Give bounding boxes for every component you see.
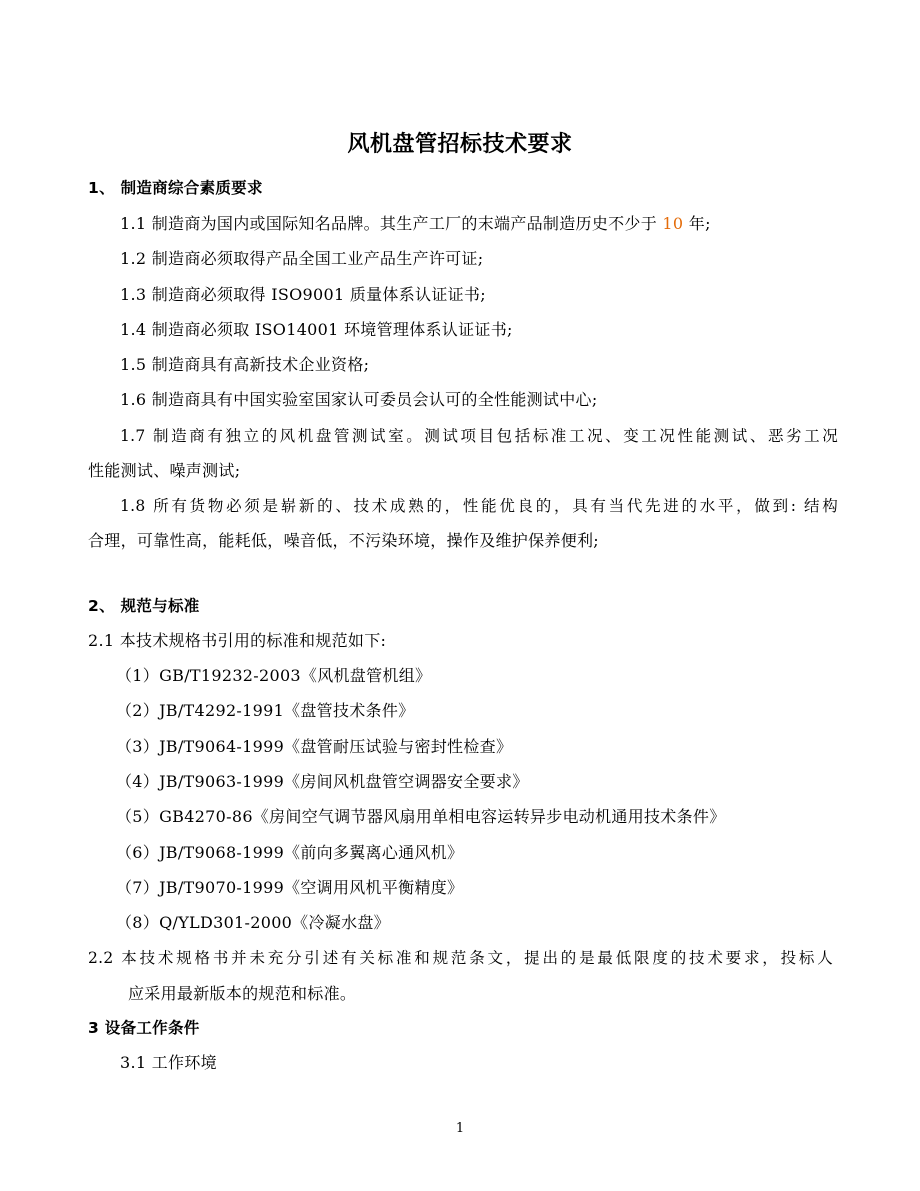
standard-item-7: （7）JB/T9070-1999《空调用风机平衡精度》 <box>116 878 464 897</box>
clause-2-1: 2.1 本技术规格书引用的标准和规范如下: <box>88 631 387 650</box>
section-3-heading: 3 设备工作条件 <box>88 1019 200 1037</box>
section-1-heading: 1、 制造商综合素质要求 <box>88 179 263 197</box>
clause-3-1: 3.1 工作环境 <box>120 1053 217 1072</box>
document-title: 风机盘管招标技术要求 <box>347 132 573 157</box>
requirement-1-7-line-2: 性能测试、噪声测试; <box>88 461 241 480</box>
standard-item-5: （5）GB4270-86《房间空气调节器风扇用单相电容运转异步电动机通用技术条件》 <box>116 807 726 826</box>
requirement-1-1 <box>120 212 711 236</box>
requirement-1-6: 1.6 制造商具有中国实验室国家认可委员会认可的全性能测试中心; <box>120 390 598 409</box>
standard-item-6: （6）JB/T9068-1999《前向多翼离心通风机》 <box>116 843 464 862</box>
requirement-1-5: 1.5 制造商具有高新技术企业资格; <box>120 355 370 374</box>
requirement-1-8-line-2: 合理，可靠性高，能耗低，噪音低，不污染环境，操作及维护保养便利; <box>88 531 599 550</box>
standard-item-3: （3）JB/T9064-1999《盘管耐压试验与密封性检查》 <box>116 737 513 756</box>
requirement-1-2: 1.2 制造商必须取得产品全国工业产品生产许可证; <box>120 249 484 268</box>
page-number: 1 <box>455 1121 465 1136</box>
section-2-heading: 2、 规范与标准 <box>88 597 200 615</box>
requirement-1-1-text: 1.1 制造商为国内或国际知名品牌。其生产工厂的末端产品制造历史不少于 <box>120 214 663 233</box>
requirement-1-7-line-1: 1.7 制造商有独立的风机盘管测试室。测试项目包括标准工况、变工况性能测试、恶劣工况 <box>120 427 838 445</box>
standard-item-4: （4）JB/T9063-1999《房间风机盘管空调器安全要求》 <box>116 772 529 791</box>
requirement-1-4: 1.4 制造商必须取 ISO14001 环境管理体系认证证书; <box>120 320 513 339</box>
standard-item-2: （2）JB/T4292-1991《盘管技术条件》 <box>116 701 415 720</box>
standard-item-1: （1）GB/T19232-2003《风机盘管机组》 <box>116 666 432 685</box>
clause-2-2-line-2: 应采用最新版本的规范和标准。 <box>128 984 357 1003</box>
requirement-1-1-end: 年; <box>683 214 711 233</box>
clause-2-2-line-1: 2.2 本技术规格书并未充分引述有关标准和规范条文，提出的是最低限度的技术要求，投标人 <box>88 949 833 967</box>
requirement-1-3: 1.3 制造商必须取得 ISO9001 质量体系认证证书; <box>120 285 486 304</box>
standard-item-8: （8）Q/YLD301-2000《冷凝水盘》 <box>116 913 390 932</box>
years-highlight: 10 <box>662 214 684 233</box>
requirement-1-8-line-1: 1.8 所有货物必须是崭新的、技术成熟的，性能优良的，具有当代先进的水平，做到: 结构 <box>120 497 838 515</box>
